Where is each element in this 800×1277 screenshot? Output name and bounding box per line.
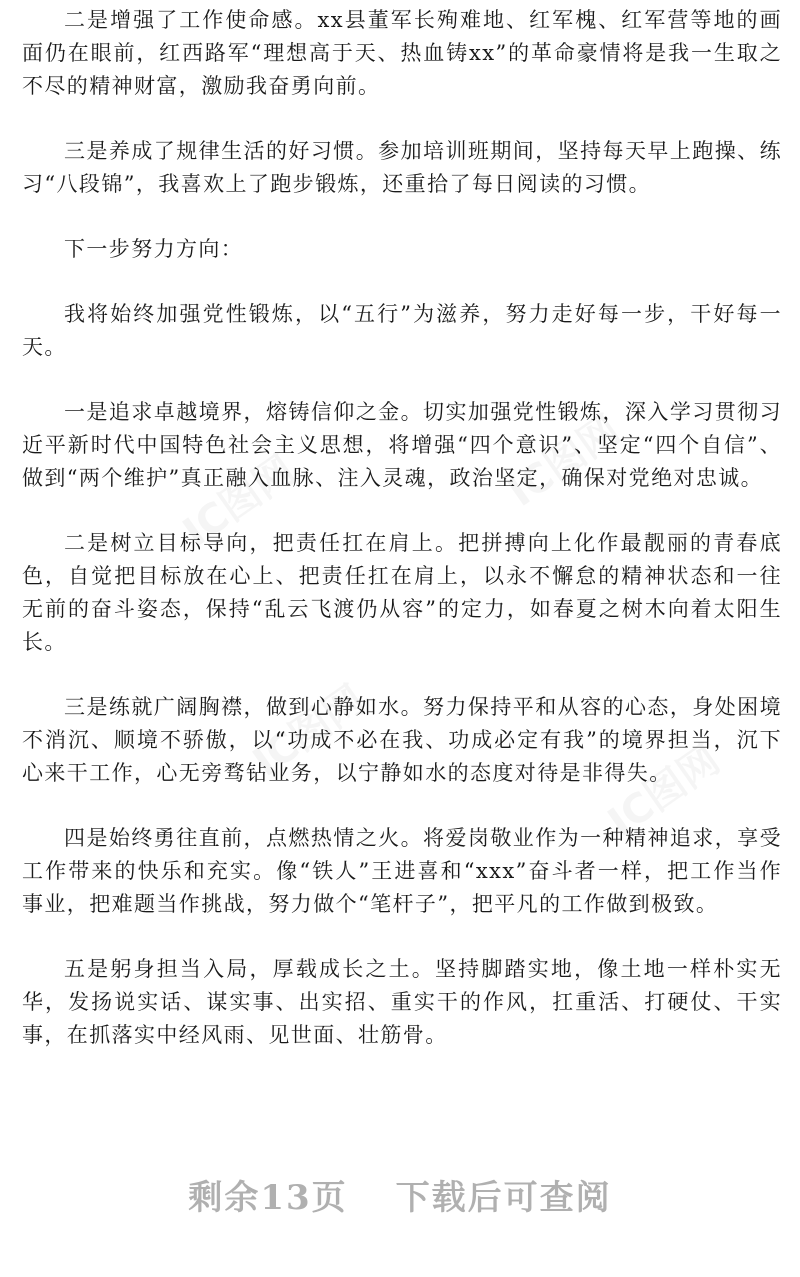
- paragraph: 三是练就广阔胸襟，做到心静如水。努力保持平和从容的心态，身处困境不消沉、顺境不骄傲，以“功成不必在我、功成必定有我”的境界担当，沉下心来干工作，心无旁骛钻业务，以宁静如水的态度对待是非得失。: [22, 695, 782, 785]
- paragraph: 五是躬身担当入局，厚载成长之土。坚持脚踏实地，像土地一样朴实无华，发扬说实话、谋实事、出实招、重实干的作风，扛重活、打硬仗、干实事，在抓落实中经风雨、见世面、壮筋骨。: [22, 957, 782, 1047]
- paragraph: 三是养成了规律生活的好习惯。参加培训班期间，坚持每天早上跑操、练习“八段锦”，我喜欢上了跑步锻炼，还重拾了每日阅读的习惯。: [22, 139, 782, 196]
- paragraph: 二是增强了工作使命感。xx县董军长殉难地、红军槐、红军营等地的画面仍在眼前，红西路军“理想高于天、热血铸xx”的革命豪情将是我一生取之不尽的精神财富，激励我奋勇向前。: [22, 8, 782, 98]
- download-prompt-banner[interactable]: [0, 1170, 800, 1219]
- paragraph: 四是始终勇往直前，点燃热情之火。将爱岗敬业作为一种精神追求，享受工作带来的快乐和充实。像“铁人”王进喜和“xxx”奋斗者一样，把工作当作事业，把难题当作挑战，努力做个“笔杆子”，把平凡的工作做到极致。: [22, 826, 782, 916]
- watermark: IC图网: [500, 406, 629, 516]
- paragraph: 一是追求卓越境界，熔铸信仰之金。切实加强党性锻炼，深入学习贯彻习近平新时代中国特色社会主义思想，将增强“四个意识”、坚定“四个自信”、做到“两个维护”真正融入血脉、注入灵魂，政治坚定，确保对党绝对忠诚。: [22, 400, 782, 490]
- remaining-pages-label: 剩余13页: [188, 1178, 348, 1218]
- section-heading: 下一步努力方向：: [64, 237, 244, 261]
- paragraph: 二是树立目标导向，把责任扛在肩上。把拼搏向上化作最靓丽的青春底色，自觉把目标放在心上、把责任扛在肩上，以永不懈怠的精神状态和一往无前的奋斗姿态，保持“乱云飞渡仍从容”的定力，如春夏之树木向着太阳生长。: [22, 531, 782, 654]
- download-hint-label: 下载后可查阅: [395, 1178, 612, 1218]
- document-body: [22, 4, 782, 1084]
- watermark: IC图网: [600, 736, 729, 846]
- watermark: IC图网: [175, 446, 304, 556]
- watermark: IC图网: [245, 676, 374, 786]
- paragraph: 我将始终加强党性锻炼，以“五行”为滋养，努力走好每一步，干好每一天。: [22, 302, 782, 359]
